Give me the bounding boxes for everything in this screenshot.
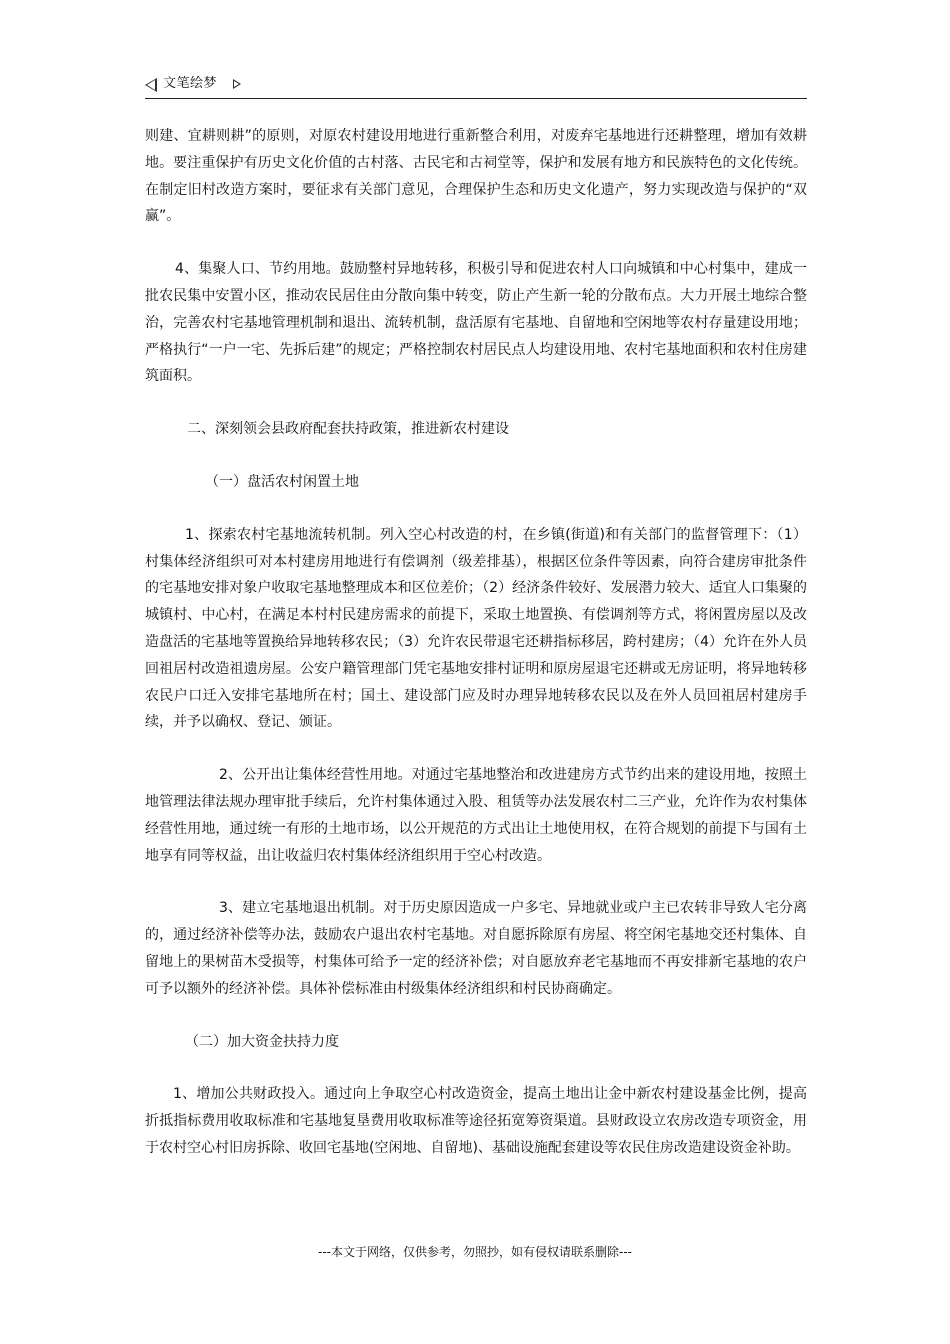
paragraph-6: 1、增加公共财政投入。通过向上争取空心村改造资金，提高土地出让金中新农村建设基金比例，提高折抵指标费用收取标准和宅基地复垦费用收取标准等途径拓宽筹资渠道。县财政设立农房改造专项资金，用于农村空心村旧房拆除、收回宅基地(空闲地、自留地)、基础设施配套建设等农民住房改造建设资金补助。	[145, 1086, 807, 1156]
header-brand: 文笔绘梦	[163, 76, 218, 91]
subsection-heading-2: （二）加大资金扶持力度	[185, 1033, 339, 1050]
paragraph-gap	[145, 390, 807, 416]
page-header	[145, 74, 807, 99]
paragraph-gap	[145, 869, 807, 895]
triangle-left-icon	[145, 78, 157, 92]
subsection-heading-1: （一）盘活农村闲置土地	[205, 473, 359, 490]
paragraph-gap	[145, 1055, 807, 1081]
section-heading-2: 二、深刻领会县政府配套扶持政策，推进新农村建设	[187, 421, 509, 438]
paragraph-4: 2、公开出让集体经营性用地。对通过宅基地整治和改进建房方式节约出来的建设用地，按照土地管理法律法规办理审批手续后，允许村集体通过入股、租赁等办法发展农村二三产业，允许作为农村集体经营性用地，通过统一有形的土地市场，以公开规范的方式出让土地使用权，在符合规划的前提下与国有土地享有同等权益，出让收益归农村集体经济组织用于空心村改造。	[145, 767, 807, 864]
paragraph-5: 3、建立宅基地退出机制。对于历史原因造成一户多宅、异地就业或户主已农转非导致人宅分离的，通过经济补偿等办法，鼓励农户退出农村宅基地。对自愿拆除原有房屋、将空闲宅基地交还村集体、自留地上的果树苗木受损等，村集体可给予一定的经济补偿；对自愿放弃老宅基地而不再安排新宅基地的农户可予以额外的经济补偿。具体补偿标准由村级集体经济组织和村民协商确定。	[145, 900, 807, 997]
paragraph-2: 4、集聚人口、节约用地。鼓励整村异地转移，积极引导和促进农村人口向城镇和中心村集中，建成一批农民集中安置小区，推动农民居住由分散向集中转变，防止产生新一轮的分散布点。大力开展土地综合整治，完善农村宅基地管理机制和退出、流转机制，盘活原有宅基地、自留地和空闲地等农村存量建设用地；严格执行“一户一宅、先拆后建”的规定；严格控制农村居民点人均建设用地、农村宅基地面积和农村住房建筑面积。	[145, 261, 807, 385]
paragraph-gap	[145, 443, 807, 469]
triangle-right-icon	[233, 79, 241, 89]
paragraph-gap	[145, 1003, 807, 1029]
paragraph-gap	[145, 496, 807, 522]
document-body	[145, 123, 807, 1162]
paragraph-gap	[145, 736, 807, 762]
footer-notice: ---本文于网络，仅供参考，勿照抄，如有侵权请联系删除---	[318, 1245, 632, 1259]
paragraph-gap	[145, 230, 807, 256]
paragraph-1: 则建、宜耕则耕”的原则，对原农村建设用地进行重新整合利用，对废弃宅基地进行还耕整理，增加有效耕地。要注重保护有历史文化价值的古村落、古民宅和古祠堂等，保护和发展有地方和民族特色的文化传统。在制定旧村改造方案时，要征求有关部门意见，合理保护生态和历史文化遗产，努力实现改造与保护的“双赢”。	[145, 128, 807, 225]
paragraph-3: 1、探索农村宅基地流转机制。列入空心村改造的村，在乡镇(街道)和有关部门的监督管理下：（1）村集体经济组织可对本村建房用地进行有偿调剂（级差排基），根据区位条件等因素，向符合建房审批条件的宅基地安排对象户收取宅基地整理成本和区位差价；（2）经济条件较好、发展潜力较大、适宜人口集聚的城镇村、中心村，在满足本村村民建房需求的前提下，采取土地置换、有偿调剂等方式，将闲置房屋以及改造盘活的宅基地等置换给异地转移农民；（3）允许农民带退宅还耕指标移居，跨村建房；（4）允许在外人员回祖居村改造祖遗房屋。公安户籍管理部门凭宅基地安排村证明和原房屋退宅还耕或无房证明，将异地转移农民户口迁入安排宅基地所在村；国土、建设部门应及时办理异地转移农民以及在外人员回祖居村建房手续，并予以确权、登记、颁证。	[145, 526, 807, 731]
